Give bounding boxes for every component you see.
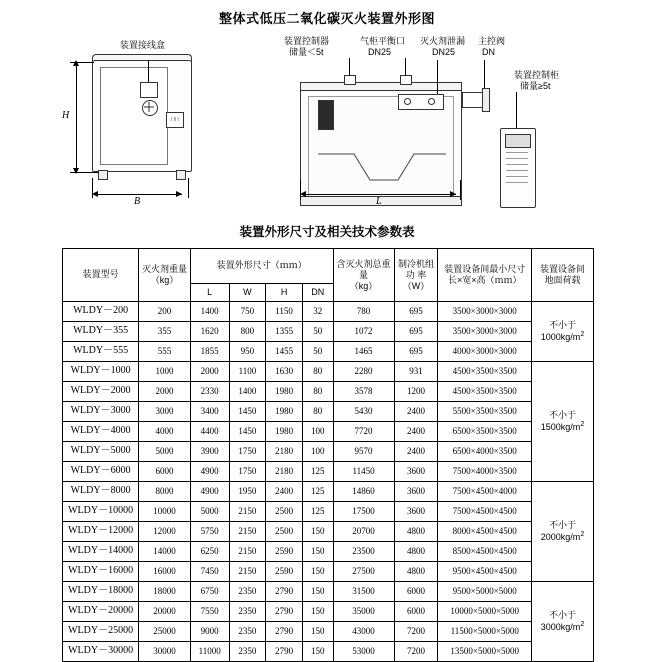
dim-ext-h-bottom: [70, 172, 98, 173]
cabinet-display-icon: [505, 134, 531, 148]
main-tank-zigzag-detail: [318, 150, 446, 186]
table-row: [63, 322, 594, 342]
cell-dim-dn: 150: [302, 522, 333, 542]
cell-dim-l: 5000: [190, 502, 229, 522]
cell-dim-l: 1400: [190, 302, 229, 322]
cell-power: 2400: [394, 402, 438, 422]
cell-dim-dn: 125: [302, 482, 333, 502]
cell-dim-l: 3900: [190, 442, 229, 462]
cell-dim-h: 2180: [266, 442, 303, 462]
cell-room-size: 6500×3500×3500: [438, 422, 532, 442]
cell-power: 4800: [394, 562, 438, 582]
cell-dim-h: 1455: [266, 342, 303, 362]
th-room-size: [438, 249, 532, 302]
spec-table-body: [63, 302, 594, 662]
cell-dim-w: 1950: [229, 482, 266, 502]
cell-dim-l: 4400: [190, 422, 229, 442]
dim-arrow-h-up: [73, 60, 79, 66]
cell-floor-load: 不小于 $1000kg/m^2$: [532, 302, 594, 362]
main-tank-logo: [340, 125, 380, 134]
left-tank-foot-right: [176, 170, 186, 180]
cell-model: WLDY－30000: [63, 642, 139, 662]
cell-room-size: 4500×3500×3500: [438, 362, 532, 382]
cell-dim-dn: 150: [302, 542, 333, 562]
cell-model: WLDY－12000: [63, 522, 139, 542]
cell-dim-h: 1980: [266, 382, 303, 402]
cell-model: WLDY－18000: [63, 582, 139, 602]
balance-valve-icon: [344, 75, 356, 85]
cell-room-size: 8000×4500×4500: [438, 522, 532, 542]
cell-dim-w: 2150: [229, 562, 266, 582]
cell-power: 695: [394, 342, 438, 362]
cell-power: 6000: [394, 582, 438, 602]
cell-agent-weight: 2000: [139, 382, 191, 402]
cell-dim-l: 2000: [190, 362, 229, 382]
cell-agent-weight: 20000: [139, 602, 191, 622]
main-tank-door-icon: [318, 100, 334, 130]
cell-dim-h: 1630: [266, 362, 303, 382]
cell-dim-w: 2150: [229, 542, 266, 562]
cell-dim-h: 2790: [266, 602, 303, 622]
cell-dim-w: 2350: [229, 622, 266, 642]
cell-room-size: 7500×4500×4000: [438, 482, 532, 502]
cell-dim-dn: 150: [302, 582, 333, 602]
leader-line-main-valve: [484, 60, 485, 88]
table-row: [63, 562, 594, 582]
cell-power: 3600: [394, 462, 438, 482]
cell-total-weight: 780: [333, 302, 394, 322]
cell-room-size: 9500×4500×4500: [438, 562, 532, 582]
cell-room-size: 9500×5000×5000: [438, 582, 532, 602]
figure-drawing: [0, 30, 654, 215]
leader-line-agent: [437, 60, 438, 94]
th-floor-load: [532, 249, 594, 302]
th-power: [394, 249, 438, 302]
cell-agent-weight: 25000: [139, 622, 191, 642]
cell-power: 695: [394, 322, 438, 342]
dim-label-b: B: [134, 196, 141, 207]
cell-model: WLDY－355: [63, 322, 139, 342]
cell-room-size: 6500×4000×3500: [438, 442, 532, 462]
cell-dim-h: 2400: [266, 482, 303, 502]
cell-dim-h: 2790: [266, 582, 303, 602]
dim-ext-b-left: [92, 178, 93, 198]
cabinet-line-1: [506, 152, 528, 153]
cell-total-weight: 3578: [333, 382, 394, 402]
cell-power: 3600: [394, 502, 438, 522]
cell-dim-l: 1855: [190, 342, 229, 362]
th-dim-dn: DN: [302, 284, 333, 302]
cell-dim-w: 1450: [229, 422, 266, 442]
cell-agent-weight: 10000: [139, 502, 191, 522]
cell-dim-w: 2350: [229, 602, 266, 622]
cell-power: 4800: [394, 522, 438, 542]
cell-agent-weight: 12000: [139, 522, 191, 542]
cell-floor-load: 不小于 $1500kg/m^2$: [532, 362, 594, 482]
cell-room-size: 7500×4000×3500: [438, 462, 532, 482]
cell-total-weight: 11450: [333, 462, 394, 482]
cell-dim-l: 11000: [190, 642, 229, 662]
th-dims-group: 装置外形尺寸（ｍｍ）: [190, 249, 333, 284]
table-row: [63, 582, 594, 602]
cell-room-size: 10000×5000×5000: [438, 602, 532, 622]
cell-dim-l: 1620: [190, 322, 229, 342]
cell-agent-weight: 16000: [139, 562, 191, 582]
cell-model: WLDY－3000: [63, 402, 139, 422]
cell-dim-l: 4900: [190, 482, 229, 502]
cell-room-size: 11500×5000×5000: [438, 622, 532, 642]
dim-arrow-h-down: [73, 168, 79, 174]
cell-dim-dn: 100: [302, 442, 333, 462]
cell-model: WLDY－5000: [63, 442, 139, 462]
dim-ext-h-top: [70, 62, 94, 63]
cell-power: 2400: [394, 422, 438, 442]
label-cabinet-large-line1: 装置控制柜: [514, 70, 560, 80]
table-row: [63, 462, 594, 482]
dim-label-h: H: [62, 110, 70, 121]
leader-line-cabinet-large: [516, 92, 517, 128]
cell-dim-l: 4900: [190, 462, 229, 482]
cell-total-weight: 2280: [333, 362, 394, 382]
cell-total-weight: 43000: [333, 622, 394, 642]
cell-dim-dn: 80: [302, 362, 333, 382]
cell-model: WLDY－16000: [63, 562, 139, 582]
cell-total-weight: 35000: [333, 602, 394, 622]
th-power-l2: 功 率: [405, 269, 427, 280]
cell-dim-w: 1400: [229, 382, 266, 402]
th-agent-weight: [139, 249, 191, 302]
cell-dim-w: 950: [229, 342, 266, 362]
label-cabinet-small-line2: 储量＜5t: [289, 47, 324, 57]
cell-dim-l: 5750: [190, 522, 229, 542]
table-row: [63, 502, 594, 522]
cell-dim-l: 3400: [190, 402, 229, 422]
cell-room-size: 8500×4500×4500: [438, 542, 532, 562]
label-agent-line2: DN25: [432, 47, 456, 57]
cell-room-size: 4500×3500×3500: [438, 382, 532, 402]
cell-total-weight: 1072: [333, 322, 394, 342]
cell-dim-w: 1750: [229, 462, 266, 482]
cell-total-weight: 7720: [333, 422, 394, 442]
cell-agent-weight: 30000: [139, 642, 191, 662]
main-valve-pipe: [462, 92, 484, 108]
th-dim-l: L: [190, 284, 229, 302]
th-floor-load-l2: 地面荷载: [544, 275, 581, 285]
junction-box-icon: [140, 82, 158, 98]
cell-total-weight: 53000: [333, 642, 394, 662]
cell-power: 4800: [394, 542, 438, 562]
cell-dim-h: 2500: [266, 502, 303, 522]
cell-room-size: 5500×3500×3500: [438, 402, 532, 422]
cell-power: 6000: [394, 602, 438, 622]
cell-power: 695: [394, 302, 438, 322]
table-row: [63, 302, 594, 322]
table-row: [63, 382, 594, 402]
cabinet-line-4: [506, 170, 528, 171]
cell-floor-load: 不小于 $3000kg/m^2$: [532, 582, 594, 662]
label-main-valve-line2: DN: [482, 47, 495, 57]
cell-agent-weight: 5000: [139, 442, 191, 462]
cell-dim-l: 2330: [190, 382, 229, 402]
cell-agent-weight: 8000: [139, 482, 191, 502]
cell-agent-weight: 555: [139, 342, 191, 362]
cell-total-weight: 1465: [333, 342, 394, 362]
cell-dim-l: 9000: [190, 622, 229, 642]
cell-agent-weight: 18000: [139, 582, 191, 602]
cell-agent-weight: 4000: [139, 422, 191, 442]
table-row: [63, 642, 594, 662]
label-balance-line2: DN25: [368, 47, 392, 57]
cell-dim-l: 7450: [190, 562, 229, 582]
cell-total-weight: 23500: [333, 542, 394, 562]
th-room-size-l1: 装置设备间最小尺寸: [444, 264, 526, 274]
spec-table-head: [63, 249, 594, 302]
label-cabinet-small-line1: 装置控制器: [284, 36, 330, 46]
label-cabinet-large-line2: 储量≥5t: [520, 81, 551, 91]
table-title: 装置外形尺寸及相关技术参数表: [239, 225, 415, 239]
cell-model: WLDY－20000: [63, 602, 139, 622]
cell-power: 2400: [394, 442, 438, 462]
cell-dim-l: 6250: [190, 542, 229, 562]
cabinet-line-6: [506, 182, 528, 183]
cell-dim-h: 2590: [266, 562, 303, 582]
dim-ext-l-left: [300, 180, 301, 200]
table-row: [63, 442, 594, 462]
table-row: [63, 422, 594, 442]
cell-dim-dn: 150: [302, 642, 333, 662]
cell-total-weight: 14860: [333, 482, 394, 502]
cell-total-weight: 5430: [333, 402, 394, 422]
gauge-dial-a-icon: [404, 98, 411, 105]
table-row: [63, 622, 594, 642]
th-power-l1: 制冷机组: [397, 258, 434, 269]
cell-dim-l: 6750: [190, 582, 229, 602]
cell-model: WLDY－25000: [63, 622, 139, 642]
figure-title: 整体式低压二氧化碳灭火装置外形图: [218, 11, 435, 26]
cell-room-size: 4000×3000×3000: [438, 342, 532, 362]
spec-table: [62, 248, 594, 662]
th-floor-load-l1: 装置设备间: [539, 264, 585, 274]
cell-dim-h: 2500: [266, 522, 303, 542]
th-agent-weight-l2: （kg）: [150, 275, 179, 285]
cell-dim-dn: 80: [302, 382, 333, 402]
cell-power: 7200: [394, 622, 438, 642]
label-junction-box: 装置接线盒: [120, 40, 166, 50]
cell-room-size: 3500×3000×3000: [438, 322, 532, 342]
th-dim-w: W: [229, 284, 266, 302]
cell-power: 7200: [394, 642, 438, 662]
leader-line-balance: [405, 58, 406, 76]
cell-agent-weight: 355: [139, 322, 191, 342]
cell-dim-h: 1980: [266, 422, 303, 442]
cell-dim-w: 1450: [229, 402, 266, 422]
cell-agent-weight: 3000: [139, 402, 191, 422]
table-row: [63, 602, 594, 622]
cell-dim-dn: 150: [302, 562, 333, 582]
cell-model: WLDY－14000: [63, 542, 139, 562]
cell-dim-w: 2350: [229, 582, 266, 602]
cell-model: WLDY－10000: [63, 502, 139, 522]
gauge-dial-b-icon: [428, 98, 435, 105]
cell-model: WLDY－1000: [63, 362, 139, 382]
cell-room-size: 7500×4500×4500: [438, 502, 532, 522]
cell-dim-dn: 100: [302, 422, 333, 442]
th-dim-h: H: [266, 284, 303, 302]
leader-line-cabinet-small: [349, 58, 350, 76]
cabinet-line-3: [506, 164, 528, 165]
table-row: [63, 342, 594, 362]
cell-room-size: 3500×3000×3000: [438, 302, 532, 322]
cell-dim-l: 7550: [190, 602, 229, 622]
cell-power: 3600: [394, 482, 438, 502]
cell-total-weight: 31500: [333, 582, 394, 602]
cell-dim-h: 2590: [266, 542, 303, 562]
cell-dim-h: 2790: [266, 622, 303, 642]
cell-dim-w: 750: [229, 302, 266, 322]
th-total-weight: [333, 249, 394, 302]
cell-power: 1200: [394, 382, 438, 402]
cell-dim-w: 1750: [229, 442, 266, 462]
table-row: [63, 402, 594, 422]
cell-total-weight: 17500: [333, 502, 394, 522]
cell-dim-h: 2180: [266, 462, 303, 482]
table-row: [63, 542, 594, 562]
th-agent-weight-l1: 灭火剂重量: [141, 264, 187, 274]
cell-room-size: 13500×5000×5000: [438, 642, 532, 662]
cell-agent-weight: 6000: [139, 462, 191, 482]
leader-line-junction: [148, 60, 149, 82]
cell-dim-dn: 125: [302, 502, 333, 522]
cell-total-weight: 27500: [333, 562, 394, 582]
cell-floor-load: 不小于 $2000kg/m^2$: [532, 482, 594, 582]
cell-dim-h: 2790: [266, 642, 303, 662]
cell-dim-w: 1100: [229, 362, 266, 382]
cell-power: 931: [394, 362, 438, 382]
cell-agent-weight: 14000: [139, 542, 191, 562]
cell-model: WLDY－4000: [63, 422, 139, 442]
cell-dim-w: 800: [229, 322, 266, 342]
valve-wheel-icon: [142, 100, 158, 116]
cell-dim-w: 2150: [229, 522, 266, 542]
dim-line-b: [96, 194, 182, 195]
dim-label-l: L: [376, 196, 382, 207]
cell-dim-dn: 50: [302, 322, 333, 342]
dim-arrow-l-right: [450, 191, 456, 197]
cell-dim-dn: 150: [302, 602, 333, 622]
cell-dim-dn: 125: [302, 462, 333, 482]
dim-arrow-b-right: [176, 191, 182, 197]
table-row: [63, 522, 594, 542]
cell-dim-dn: 32: [302, 302, 333, 322]
spec-table-header-row-1: [63, 249, 594, 284]
cell-dim-w: 2150: [229, 502, 266, 522]
cell-model: WLDY－2000: [63, 382, 139, 402]
cell-agent-weight: 200: [139, 302, 191, 322]
dim-line-l: [304, 194, 456, 195]
label-main-valve-line1: 主控阀: [478, 36, 506, 46]
main-valve-flange: [482, 88, 490, 112]
cell-dim-dn: 50: [302, 342, 333, 362]
cabinet-line-2: [506, 158, 528, 159]
table-row: [63, 482, 594, 502]
cell-dim-dn: 150: [302, 622, 333, 642]
th-model: 装置型号: [63, 249, 139, 302]
cell-model: WLDY－555: [63, 342, 139, 362]
label-balance-line1: 气柜平衡口: [360, 36, 406, 46]
dim-ext-b-right: [188, 178, 189, 198]
cell-model: WLDY－6000: [63, 462, 139, 482]
cell-dim-h: 1980: [266, 402, 303, 422]
th-total-weight-l1: 含灭火剂总重量: [336, 258, 391, 280]
th-total-weight-l2: （kg）: [349, 280, 378, 291]
table-row: [63, 362, 594, 382]
cell-model: WLDY－8000: [63, 482, 139, 502]
dim-line-h: [76, 64, 77, 168]
dim-ext-l-right: [460, 180, 461, 200]
label-agent-line1: 灭火剂泄漏: [420, 36, 466, 46]
agent-outlet-valve-icon: [400, 75, 412, 85]
left-tank-foot-left: [98, 170, 108, 180]
th-power-l3: （W）: [402, 280, 430, 291]
cell-dim-dn: 80: [302, 402, 333, 422]
cell-dim-h: 1355: [266, 322, 303, 342]
cabinet-line-5: [506, 176, 528, 177]
left-tank-panel-icon: ∷∷: [166, 112, 184, 128]
cell-total-weight: 20700: [333, 522, 394, 542]
cell-agent-weight: 1000: [139, 362, 191, 382]
cell-dim-h: 1150: [266, 302, 303, 322]
cell-model: WLDY－200: [63, 302, 139, 322]
cell-dim-w: 2350: [229, 642, 266, 662]
cell-total-weight: 9570: [333, 442, 394, 462]
th-room-size-l2: 长×宽×高（ｍｍ）: [447, 275, 522, 285]
